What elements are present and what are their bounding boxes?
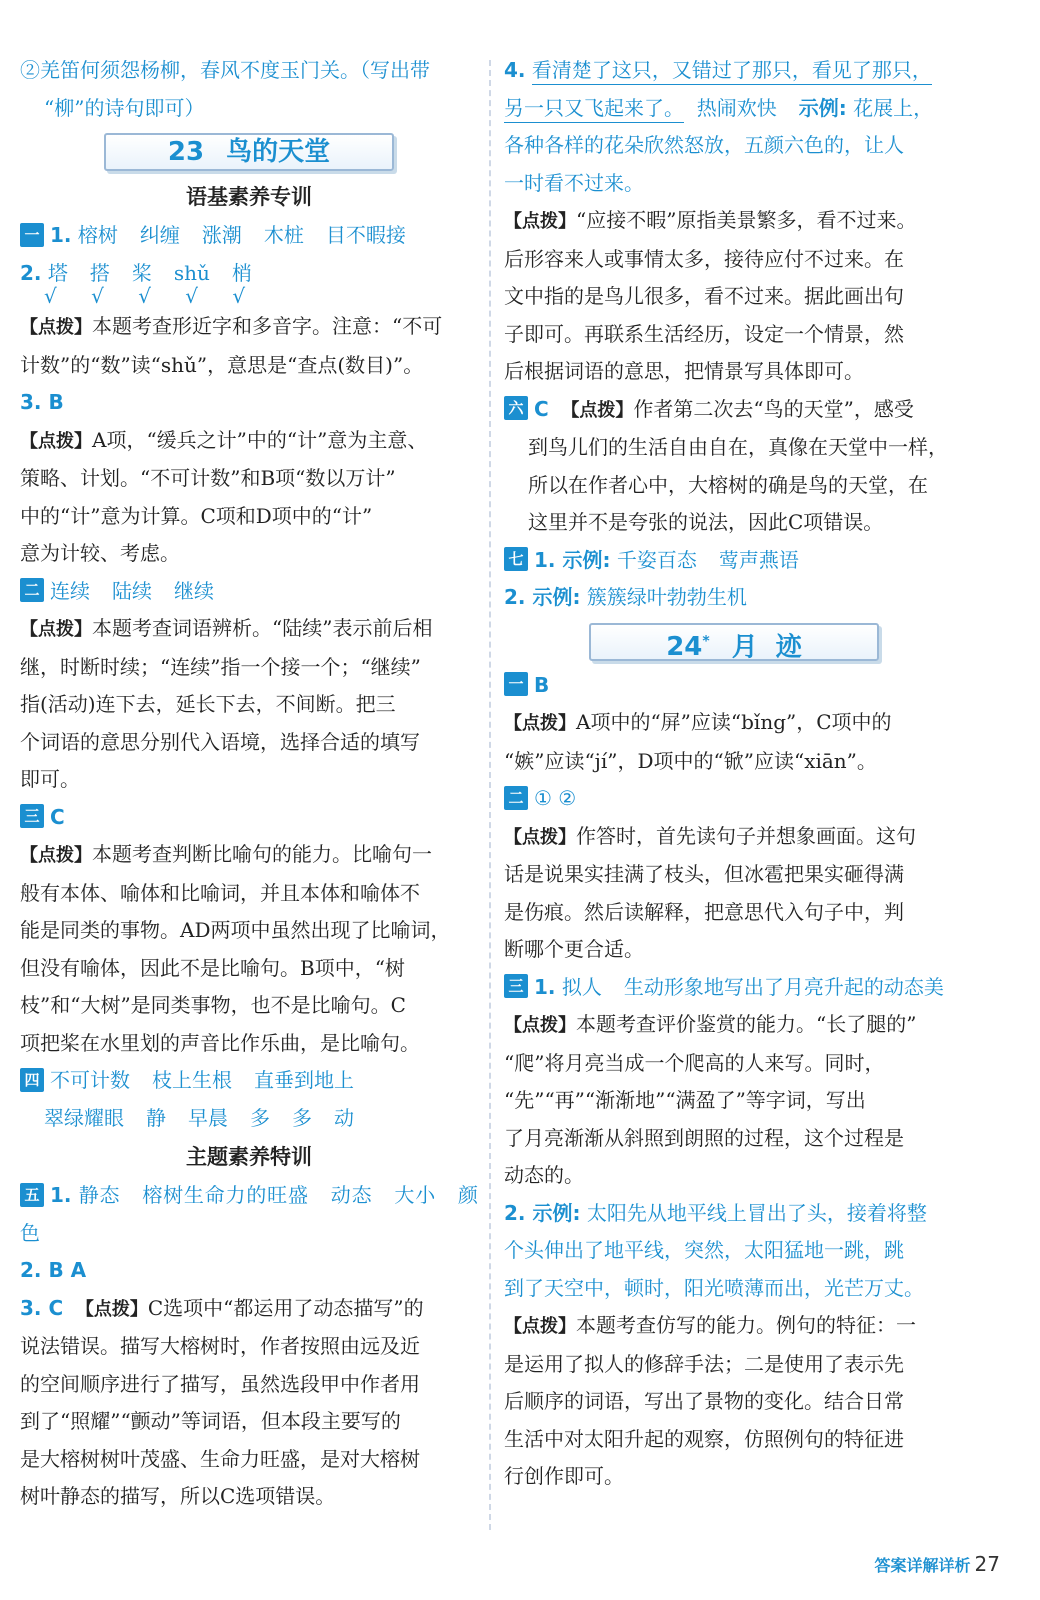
answer-s6 (504, 391, 964, 430)
answer-word: 静态 (78, 1183, 121, 1207)
answer-item-3: 3. B (20, 390, 64, 414)
right-column (504, 52, 964, 1496)
answer-word: 多 (292, 1105, 312, 1130)
answer-word: 不可计数 (50, 1068, 130, 1092)
item-number: 1. (534, 974, 556, 999)
tip-text: A项中的“屏”应读“bǐng”，C项中的 (576, 710, 892, 734)
tip-r2 (504, 818, 964, 857)
tip-text: 断哪个更合适。 (504, 937, 644, 961)
answer-word: 翠绿耀眼 (44, 1105, 124, 1130)
tip-s2 (20, 610, 478, 649)
answer-s5-item-3 (20, 1290, 478, 1329)
tip-text: 项把桨在水里划的声音比作乐曲，是比喻句。 (20, 1030, 420, 1055)
item-number: 2. (20, 260, 42, 285)
section-badge-6: 六 (504, 396, 528, 420)
item-number: 1. 示例: (534, 547, 611, 572)
item-number: 2. 示例: (504, 585, 581, 609)
tip-text: 说法错误。描写大榕树时，作者按照由远及近 (20, 1334, 420, 1358)
answer-word: 榕树 (77, 223, 118, 247)
section-badge-5: 五 (20, 1183, 44, 1207)
answer-item-4-line-2 (504, 90, 964, 128)
tip-text: 本题考查仿写的能力。例句的特征：一 (576, 1313, 916, 1337)
tip-label: 【点拨】 (504, 1015, 576, 1036)
tip-text: 是大榕树树叶茂盛、生命力旺盛，是对大榕树 (20, 1446, 420, 1471)
answer-word: 直垂到地上 (254, 1068, 354, 1092)
answer-word: 枝上生根 (152, 1068, 232, 1092)
tip-text: 动态的。 (504, 1163, 584, 1187)
tip-text: 子即可。再联系生活经历，设定一个情景，然 (504, 321, 904, 346)
answer-word: 木桩 (263, 223, 304, 247)
answer-word: 继续 (174, 578, 214, 603)
answer-word: 颜色 (20, 1183, 479, 1245)
answer-text: 另一只又飞起来了。 (504, 96, 684, 123)
tip-text: 话是说果实挂满了枝头，但冰雹把果实砸得满 (504, 862, 904, 886)
answer-text: ① ② (534, 786, 577, 810)
tip-text: 是运用了拟人的修辞手法；二是使用了表示先 (504, 1351, 904, 1376)
tip-text: “嫉”应读“jí”，D项中的“锨”应读“xiān”。 (504, 748, 877, 773)
tip-text: 树叶静态的描写，所以C选项错误。 (20, 1484, 336, 1508)
tip-item-4 (504, 202, 964, 241)
tip-text: 后顺序的词语，写出了景物的变化。结合日常 (504, 1389, 904, 1413)
tip-text: 的空间顺序进行了描写，虽然选段甲中作者用 (20, 1371, 420, 1396)
tip-r3-item-2 (504, 1307, 964, 1346)
tip-text: 本题考查评价鉴赏的能力。“长了腿的” (576, 1012, 917, 1036)
answer-s3 (20, 799, 478, 837)
tip-text: 所以在作者心中，大榕树的确是鸟的天堂，在 (528, 472, 928, 497)
answer-word: 动态 (330, 1183, 373, 1207)
answer-text: 太阳先从地平线上冒出了头，接着将整 (586, 1200, 927, 1225)
answer-s4-line-2 (20, 1100, 478, 1138)
answer-text: 个头伸出了地平线，突然，太阳猛地一跳，跳 (504, 1238, 904, 1262)
answer-char: shǔ (173, 260, 210, 285)
answer-r2 (504, 780, 964, 818)
answer-word: 簇簇绿叶勃勃生机 (586, 585, 747, 609)
answer-word: 拟人 (561, 974, 602, 999)
tip-text: 作答时，首先读句子并想象画面。这句 (576, 823, 916, 848)
left-column (20, 52, 478, 1516)
item-number: 3. C (20, 1295, 64, 1320)
answer-r1 (504, 667, 964, 705)
check-marks: √ √ √ √ √ (44, 284, 260, 308)
tip-label: 【点拨】 (504, 713, 576, 734)
intro-answer-line-2: “柳”的诗句即可） (44, 95, 205, 120)
tip-label: 【点拨】 (561, 399, 634, 421)
tip-text: 策略、计划。“不可计数”和B项“数以万计” (20, 466, 396, 490)
answer-word: 纠缠 (139, 223, 180, 247)
section-badge-2: 二 (20, 578, 44, 602)
example-label: 示例: (798, 95, 847, 120)
answer-s5-item-1 (20, 1177, 478, 1252)
answer-s2 (20, 573, 478, 611)
answer-word: 目不暇接 (325, 223, 406, 247)
tip-text: “应接不暇”原指美景繁多，看不过来。 (576, 208, 917, 232)
answer-s7-item-1 (504, 542, 964, 580)
tip-text: 计数”的“数”读“shǔ”，意思是“查点(数目)”。 (20, 352, 424, 377)
tip-label: 【点拨】 (20, 845, 92, 866)
answer-s4-line-1 (20, 1062, 478, 1100)
column-divider (489, 60, 491, 1530)
answer-s7-item-2 (504, 579, 964, 617)
answer-word: 静 (146, 1105, 166, 1130)
tip-text: 后形容来人或事情太多，接待应付不过来。在 (504, 246, 904, 271)
answer-r3-item-1 (504, 969, 964, 1007)
answer-word: 动 (334, 1105, 354, 1130)
tip-s3 (20, 836, 478, 875)
lesson-name: 月 迹 (731, 632, 802, 663)
answer-word: 连续 (50, 578, 90, 603)
tip-text: 本题考查形近字和多音字。注意：“不可 (92, 314, 443, 338)
section-badge-4: 四 (20, 1068, 44, 1092)
section-heading-theme: 主题素养特训 (186, 1145, 312, 1169)
answer-text: 各种各样的花朵欣然怒放，五颜六色的，让人 (504, 133, 904, 157)
answer-r3-item-2 (504, 1195, 964, 1233)
answer-s5-item-2: 2. B A (20, 1258, 87, 1282)
answer-item-4-line-1 (504, 52, 964, 90)
answer-text: 看清楚了这只，又错过了那只，看见了那只， (532, 58, 932, 85)
intro-answer-line-1: ②羌笛何须怨杨柳，春风不度玉门关。（写出带 (20, 58, 430, 82)
answer-letter: B (534, 672, 550, 697)
tip-label: 【点拨】 (75, 1298, 148, 1320)
tip-text: 继，时断时续；“连续”指一个接一个；“继续” (20, 654, 421, 679)
answer-char: 桨 (131, 260, 152, 285)
answer-word: 千姿百态 (616, 547, 697, 572)
tip-text: 般有本体、喻体和比喻词，并且本体和喻体不 (20, 880, 420, 905)
tip-text: C选项中“都运用了动态描写”的 (147, 1295, 424, 1320)
item-number: 1. (50, 1183, 72, 1207)
tip-label: 【点拨】 (504, 211, 576, 232)
tip-text: 指(活动)连下去，延长下去，不间断。把三 (20, 692, 396, 716)
lesson-name: 鸟的天堂 (226, 137, 331, 167)
lesson-24-title (589, 623, 879, 661)
section-badge-1: 一 (504, 672, 528, 696)
answer-text: 热闹欢快 (696, 95, 777, 120)
answer-word: 榕树生命力的旺盛 (142, 1183, 309, 1207)
tip-text: 是伤痕。然后读解释，把意思代入句子中，判 (504, 899, 904, 924)
tip-label: 【点拨】 (20, 619, 92, 640)
section-badge-7: 七 (504, 547, 528, 571)
tip-text: “爬”将月亮当成一个爬高的人来写。同时， (504, 1050, 885, 1075)
tip-r3 (504, 1006, 964, 1045)
section-badge-3: 三 (504, 974, 528, 998)
tip-text: 能是同类的事物。AD两项中虽然出现了比喻词， (20, 918, 451, 942)
tip-text: 枝”和“大树”是同类事物，也不是比喻句。C (20, 993, 406, 1017)
answer-text: 到了天空中，顿时，阳光喷薄而出，光芒万丈。 (504, 1275, 924, 1300)
lesson-star: * (702, 633, 710, 650)
answer-char: 梢 (231, 260, 252, 285)
answer-s1 (20, 217, 478, 255)
tip-text: 行创作即可。 (504, 1464, 624, 1488)
tip-text: 本题考查判断比喻句的能力。比喻句一 (92, 842, 432, 866)
tip-text: 文中指的是鸟儿很多，看不过来。据此画出句 (504, 284, 904, 308)
tip-text: 本题考查词语辨析。“陆续”表示前后相 (92, 616, 433, 640)
section-badge-1: 一 (20, 223, 44, 247)
answer-text: 一时看不过来。 (504, 170, 644, 195)
lesson-23-title (104, 133, 394, 171)
answer-word: 大小 (394, 1183, 437, 1207)
page-footer (875, 1552, 1000, 1576)
answer-word: 莺声燕语 (718, 547, 799, 572)
tip-text: 但没有喻体，因此不是比喻句。B项中，“树 (20, 955, 405, 980)
tip-text: “先”“再”“渐渐地”“满盈了”等字词，写出 (504, 1088, 866, 1112)
tip-text: 到鸟儿们的生活自由自在，真像在天堂中一样， (528, 435, 948, 459)
tip-item-3 (20, 422, 478, 461)
tip-text: 这里并不是夸张的说法，因此C项错误。 (528, 510, 884, 534)
item-number: 1. (50, 223, 72, 247)
tip-text: 后根据词语的意思，把情景写具体即可。 (504, 359, 864, 383)
tip-item-2 (20, 308, 478, 347)
lesson-number-text: 24 (666, 632, 703, 663)
tip-text: 个词语的意思分别代入语境，选择合适的填写 (20, 729, 420, 754)
answer-word: 生动形象地写出了月亮升起的动态美 (623, 974, 944, 999)
tip-r1 (504, 704, 964, 743)
tip-text: A项，“缓兵之计”中的“计”意为主意、 (92, 427, 428, 452)
answer-letter: C (534, 396, 549, 421)
footer-label: 答案详解详析 (874, 1556, 971, 1575)
tip-text: 即可。 (20, 767, 80, 791)
tip-text: 生活中对太阳升起的观察，仿照例句的特征进 (504, 1426, 904, 1451)
answer-word: 多 (250, 1105, 270, 1130)
answer-word: 涨潮 (201, 223, 242, 247)
tip-text: 中的“计”意为计算。C项和D项中的“计” (20, 503, 373, 528)
tip-label: 【点拨】 (504, 826, 576, 848)
lesson-number: 23 (167, 137, 205, 167)
tip-label: 【点拨】 (20, 430, 92, 452)
tip-label: 【点拨】 (20, 317, 92, 338)
item-number: 2. 示例: (504, 1200, 581, 1225)
tip-text: 到了“照耀”“颤动”等词语，但本段主要写的 (20, 1409, 401, 1433)
tip-text: 意为计较、考虑。 (20, 541, 180, 565)
tip-label: 【点拨】 (504, 1316, 576, 1337)
answer-word: 早晨 (188, 1105, 228, 1130)
section-heading-basic: 语基素养专训 (186, 185, 312, 209)
section-badge-2: 二 (504, 786, 528, 810)
answer-letter: C (50, 804, 65, 829)
answer-text: 花展上， (853, 95, 934, 120)
section-badge-3: 三 (20, 804, 44, 828)
page-number: 27 (974, 1552, 1000, 1576)
tip-text: 作者第二次去“鸟的天堂”，感受 (633, 396, 914, 421)
item-number: 4. (504, 58, 526, 82)
tip-text: 了月亮渐渐从斜照到朗照的过程，这个过程是 (504, 1125, 904, 1150)
answer-word: 陆续 (112, 578, 152, 603)
lesson-number (666, 632, 710, 662)
answer-char: 塔 (47, 260, 68, 285)
answer-char: 搭 (89, 260, 110, 285)
